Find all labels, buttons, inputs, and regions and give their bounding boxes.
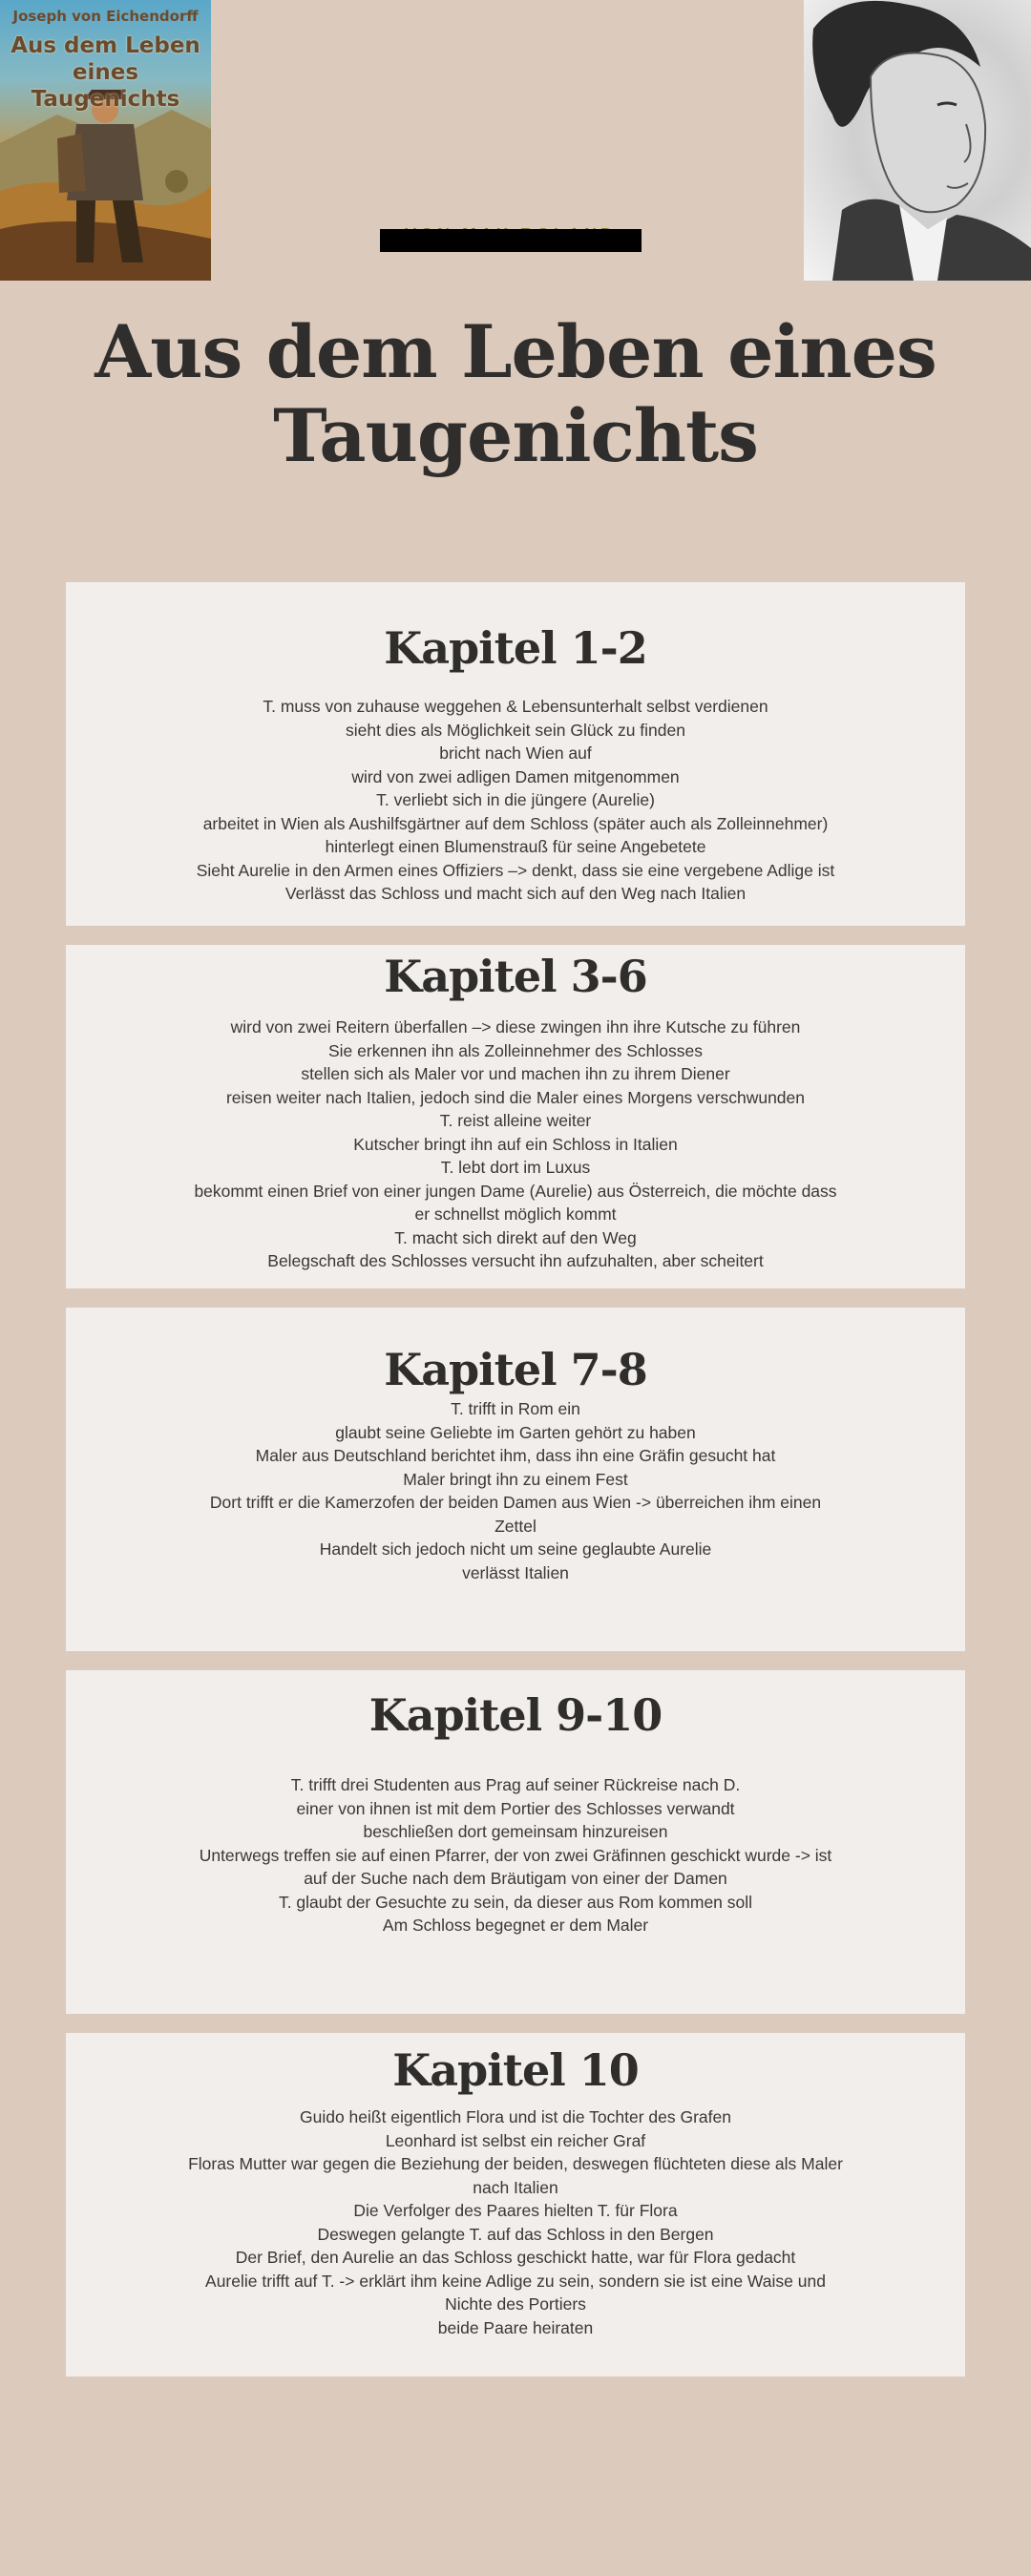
list-item: Am Schloss begegnet er dem Maler bbox=[382, 1916, 649, 1935]
list-item: Dort trifft er die Kamerzofen der beiden Damen aus Wien -> überreichen ihm einen bbox=[209, 1493, 822, 1512]
list-item: sieht dies als Möglichkeit sein Glück zu finden bbox=[345, 720, 685, 740]
list-item: Leonhard ist selbst ein reicher Graf bbox=[385, 2130, 646, 2150]
chapter-summary-list bbox=[85, 1773, 946, 1937]
list-item: Aurelie trifft auf T. -> erklärt ihm keine Adlige zu sein, sondern sie ist eine Waise und bbox=[205, 2271, 826, 2291]
cover-title bbox=[0, 32, 211, 113]
list-item: glaubt seine Geliebte im Garten gehört zu haben bbox=[335, 1422, 696, 1442]
list-item: Maler aus Deutschland berichtet ihm, dass ihn eine Gräfin gesucht hat bbox=[255, 1446, 776, 1465]
list-item: auf der Suche nach dem Bräutigam von einer der Damen bbox=[304, 1869, 727, 1888]
list-item: reisen weiter nach Italien, jedoch sind die Maler eines Morgens verschwunden bbox=[225, 1087, 806, 1107]
chapter-card-2 bbox=[66, 945, 965, 1288]
list-item: bricht nach Wien auf bbox=[439, 743, 592, 763]
list-item: T. trifft in Rom ein bbox=[451, 1399, 580, 1418]
chapter-summary-list bbox=[85, 2105, 946, 2339]
list-item: Sie erkennen ihn als Zolleinnehmer des Schlosses bbox=[327, 1040, 704, 1060]
chapter-summary-list bbox=[85, 1016, 946, 1273]
list-item: beschließen dort gemeinsam hinzureisen bbox=[363, 1822, 668, 1841]
chapter-card-4 bbox=[66, 1670, 965, 2014]
list-item: Nichte des Portiers bbox=[445, 2294, 586, 2314]
list-item: wird von zwei Reitern überfallen –> diese zwingen ihn ihre Kutsche zu führen bbox=[230, 1017, 801, 1037]
list-item: T. lebt dort im Luxus bbox=[440, 1158, 591, 1177]
list-item: Handelt sich jedoch nicht um seine geglaubte Aurelie bbox=[319, 1539, 712, 1559]
list-item: Belegschaft des Schlosses versucht ihn aufzuhalten, aber scheitert bbox=[267, 1251, 764, 1270]
list-item: Guido heißt eigentlich Flora und ist die Tochter des Grafen bbox=[299, 2107, 731, 2126]
chapter-card-1 bbox=[66, 582, 965, 926]
redaction-bar bbox=[380, 229, 642, 252]
list-item: Floras Mutter war gegen die Beziehung der beiden, deswegen flüchteten diese als Maler bbox=[188, 2154, 843, 2173]
list-item: Deswegen gelangte T. auf das Schloss in den Bergen bbox=[317, 2224, 714, 2244]
list-item: T. trifft drei Studenten aus Prag auf seiner Rückreise nach D. bbox=[290, 1775, 741, 1794]
list-item: nach Italien bbox=[473, 2177, 558, 2197]
list-item: Sieht Aurelie in den Armen eines Offiziers –> denkt, dass sie eine vergebene Adlige ist bbox=[196, 860, 835, 880]
book-cover-image bbox=[0, 0, 211, 281]
list-item: stellen sich als Maler vor und machen ihn zu ihrem Diener bbox=[301, 1064, 730, 1083]
list-item: Die Verfolger des Paares hielten T. für Flora bbox=[353, 2201, 678, 2220]
chapter-heading: Kapitel 10 bbox=[392, 2044, 639, 2096]
chapter-summary-list bbox=[85, 1397, 946, 1584]
cover-author: Joseph von Eichendorff bbox=[12, 8, 199, 25]
list-item: T. muss von zuhause weggehen & Lebensunterhalt selbst verdienen bbox=[263, 697, 768, 716]
chapter-heading: Kapitel 9-10 bbox=[368, 1689, 663, 1741]
list-item: verlässt Italien bbox=[462, 1562, 569, 1582]
chapter-card-5 bbox=[66, 2033, 965, 2377]
list-item: Zettel bbox=[494, 1516, 537, 1536]
list-item: T. macht sich direkt auf den Weg bbox=[394, 1227, 637, 1247]
list-item: Verlässt das Schloss und macht sich auf den Weg nach Italien bbox=[284, 884, 747, 903]
list-item: hinterlegt einen Blumenstrauß für seine Angebetete bbox=[325, 837, 706, 856]
page-title-line-1: Aus dem Leben eines bbox=[95, 309, 936, 394]
list-item: wird von zwei adligen Damen mitgenommen bbox=[351, 766, 680, 786]
chapter-summary-list bbox=[85, 695, 946, 906]
list-item: T. verliebt sich in die jüngere (Aurelie) bbox=[376, 790, 655, 809]
list-item: Unterwegs treffen sie auf einen Pfarrer, der von zwei Gräfinnen geschickt wurde -> ist bbox=[199, 1845, 832, 1865]
page-title-line-2: Taugenichts bbox=[273, 393, 758, 478]
list-item: einer von ihnen ist mit dem Portier des Schlosses verwandt bbox=[296, 1798, 735, 1818]
list-item: bekommt einen Brief von einer jungen Dame (Aurelie) aus Österreich, die möchte dass bbox=[194, 1181, 837, 1201]
subtitle-block bbox=[380, 225, 642, 252]
cover-title-line-2: eines Taugenichts bbox=[31, 60, 180, 112]
list-item: er schnellst möglich kommt bbox=[414, 1204, 617, 1224]
chapter-card-3 bbox=[66, 1308, 965, 1651]
list-item: T. reist alleine weiter bbox=[439, 1111, 592, 1130]
chapter-heading: Kapitel 1-2 bbox=[384, 622, 647, 674]
chapter-heading: Kapitel 3-6 bbox=[384, 951, 647, 1002]
list-item: Maler bringt ihn zu einem Fest bbox=[403, 1469, 628, 1489]
list-item: arbeitet in Wien als Aushilfsgärtner auf dem Schloss (später auch als Zolleinnehmer) bbox=[202, 813, 829, 833]
portrait-engraving bbox=[804, 0, 1031, 281]
list-item: Kutscher bringt ihn auf ein Schloss in Italien bbox=[353, 1134, 678, 1154]
wanderer-illustration bbox=[0, 86, 211, 281]
page-title bbox=[0, 310, 1031, 478]
list-item: T. glaubt der Gesuchte zu sein, da dieser aus Rom kommen soll bbox=[278, 1892, 753, 1912]
cover-title-line-1: Aus dem Leben bbox=[11, 33, 200, 58]
list-item: Der Brief, den Aurelie an das Schloss geschickt hatte, war für Flora gedacht bbox=[235, 2248, 796, 2267]
chapter-heading: Kapitel 7-8 bbox=[384, 1344, 647, 1395]
author-portrait-image bbox=[804, 0, 1031, 281]
list-item: beide Paare heiraten bbox=[437, 2317, 594, 2337]
